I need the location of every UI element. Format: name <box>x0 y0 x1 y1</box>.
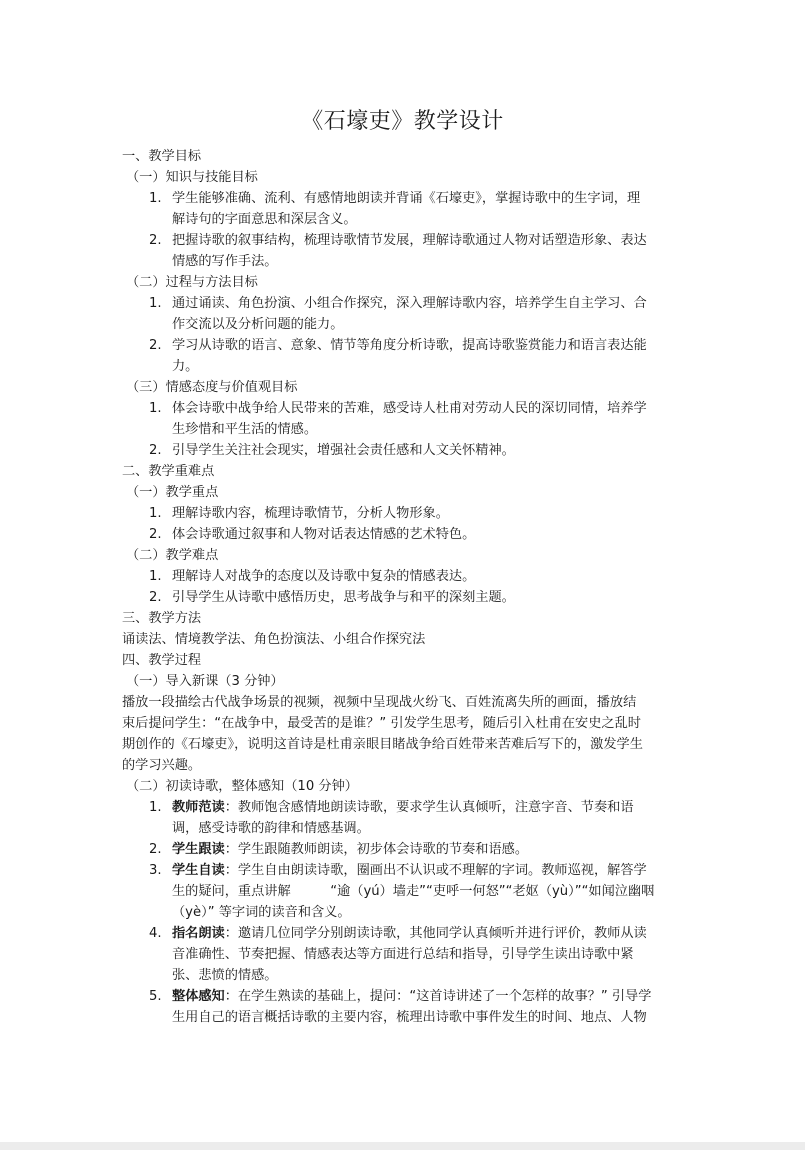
list-text: 理解诗人对战争的态度以及诗歌中复杂的情感表达。 <box>172 569 476 584</box>
list-text: 音准确性、节奏把握、情感表达等方面进行总结和指导，引导学生读出诗歌中紧 <box>172 947 634 962</box>
list-text: 通过诵读、角色扮演、小组合作探究，深入理解诗歌内容，培养学生自主学习、合 <box>172 296 647 311</box>
list-number: 2. <box>149 338 162 353</box>
list-text: 引导学生关注社会现实，增强社会责任感和人文关怀精神。 <box>172 443 515 458</box>
list-text: 把握诗歌的叙事结构，梳理诗歌情节发展，理解诗歌通过人物对话塑造形象、表达 <box>172 233 647 248</box>
list-item <box>122 188 687 230</box>
list-text: 生的疑问，重点讲解 “逾（yú）墙走”“吏呼一何怒”“老妪（yù）”“如闻泣幽咽 <box>172 884 655 899</box>
list-item <box>122 587 687 608</box>
subsection-heading: （二）过程与方法目标 <box>126 275 258 290</box>
list-text: 学生能够准确、流利、有感情地朗读并背诵《石壕吏》，掌握诗歌中的生字词，理 <box>172 191 641 206</box>
list-text: 体会诗歌中战争给人民带来的苦难，感受诗人杜甫对劳动人民的深切同情，培养学 <box>172 401 647 416</box>
section-heading: 二、教学重难点 <box>122 464 215 479</box>
list-text: （yè）” 等字词的读音和含义。 <box>172 905 351 920</box>
list-item <box>122 335 687 377</box>
list-text: 力。 <box>172 359 199 374</box>
list-text: ：学生跟随教师朗读，初步体会诗歌的节奏和语感。 <box>224 842 529 857</box>
list-text: 体会诗歌通过叙事和人物对话表达情感的艺术特色。 <box>172 527 476 542</box>
list-text: 情感的写作手法。 <box>172 254 278 269</box>
list-item <box>122 797 687 839</box>
list-number: 1. <box>149 569 162 584</box>
subsection-heading: （一）导入新课（3 分钟） <box>126 674 284 689</box>
list-text: 解诗句的字面意思和深层含义。 <box>172 212 357 227</box>
subsection-heading: （一）教学重点 <box>126 485 219 500</box>
step-label: 学生自读 <box>172 863 225 878</box>
section-heading: 一、教学目标 <box>122 149 202 164</box>
list-number: 1. <box>149 191 162 206</box>
list-number: 4. <box>149 926 162 941</box>
list-number: 2. <box>149 443 162 458</box>
subsection-heading: （三）情感态度与价值观目标 <box>126 380 298 395</box>
list-text: ：邀请几位同学分别朗读诗歌，其他同学认真倾听并进行评价，教师从读 <box>224 926 647 941</box>
list-item <box>122 440 687 461</box>
subsection-heading: （二）初读诗歌，整体感知（10 分钟） <box>126 779 358 794</box>
list-text: 生用自己的语言概括诗歌的主要内容，梳理出诗歌中事件发生的时间、地点、人物 <box>172 1010 647 1025</box>
list-item <box>122 524 687 545</box>
list-item <box>122 839 687 860</box>
list-text: 调，感受诗歌的韵律和情感基调。 <box>172 821 370 836</box>
list-number: 1. <box>149 800 162 815</box>
list-number: 2. <box>149 527 162 542</box>
list-number: 3. <box>149 863 162 878</box>
list-number: 5. <box>149 989 162 1004</box>
paragraph-line: 束后提问学生：“在战争中，最受苦的是谁？” 引发学生思考，随后引入杜甫在安史之乱时 <box>122 716 641 731</box>
list-item <box>122 566 687 587</box>
list-text: ：教师饱含感情地朗读诗歌，要求学生认真倾听，注意字音、节奏和语 <box>224 800 634 815</box>
list-item <box>122 923 687 986</box>
page-bottom-edge <box>0 1142 805 1150</box>
list-number: 1. <box>149 506 162 521</box>
list-text: 学习从诗歌的语言、意象、情节等角度分析诗歌，提高诗歌鉴赏能力和语言表达能 <box>172 338 647 353</box>
list-text: 作交流以及分析问题的能力。 <box>172 317 344 332</box>
list-item <box>122 860 687 923</box>
step-label: 学生跟读 <box>172 842 225 857</box>
list-text: 生珍惜和平生活的情感。 <box>172 422 318 437</box>
paragraph-line: 诵读法、情境教学法、角色扮演法、小组合作探究法 <box>122 632 426 647</box>
subsection-heading: （二）教学难点 <box>126 548 219 563</box>
document-title: 《石壕吏》教学设计 <box>301 109 504 134</box>
paragraph-line: 期创作的《石壕吏》，说明这首诗是杜甫亲眼目睹战争给百姓带来苦难后写下的，激发学生 <box>122 737 643 752</box>
list-number: 2. <box>149 842 162 857</box>
list-text: ：学生自由朗读诗歌，圈画出不认识或不理解的字词。教师巡视，解答学 <box>224 863 647 878</box>
paragraph-line: 的学习兴趣。 <box>122 758 202 773</box>
section-heading: 三、教学方法 <box>122 611 202 626</box>
list-text: 张、悲愤的情感。 <box>172 968 278 983</box>
document-body <box>122 146 687 1028</box>
list-number: 2. <box>149 590 162 605</box>
list-number: 2. <box>149 233 162 248</box>
list-item <box>122 503 687 524</box>
list-item <box>122 398 687 440</box>
list-number: 1. <box>149 296 162 311</box>
list-text: 引导学生从诗歌中感悟历史，思考战争与和平的深刻主题。 <box>172 590 515 605</box>
step-label: 指名朗读 <box>172 926 225 941</box>
list-number: 1. <box>149 401 162 416</box>
list-item <box>122 293 687 335</box>
list-text: 理解诗歌内容，梳理诗歌情节，分析人物形象。 <box>172 506 449 521</box>
paragraph-line: 播放一段描绘古代战争场景的视频，视频中呈现战火纷飞、百姓流离失所的画面，播放结 <box>122 695 637 710</box>
subsection-heading: （一）知识与技能目标 <box>126 170 258 185</box>
step-label: 整体感知 <box>172 989 225 1004</box>
step-label: 教师范读 <box>172 800 225 815</box>
list-item <box>122 986 687 1028</box>
section-heading: 四、教学过程 <box>122 653 202 668</box>
list-text: ：在学生熟读的基础上，提问：“这首诗讲述了一个怎样的故事？” 引导学 <box>224 989 652 1004</box>
list-item <box>122 230 687 272</box>
